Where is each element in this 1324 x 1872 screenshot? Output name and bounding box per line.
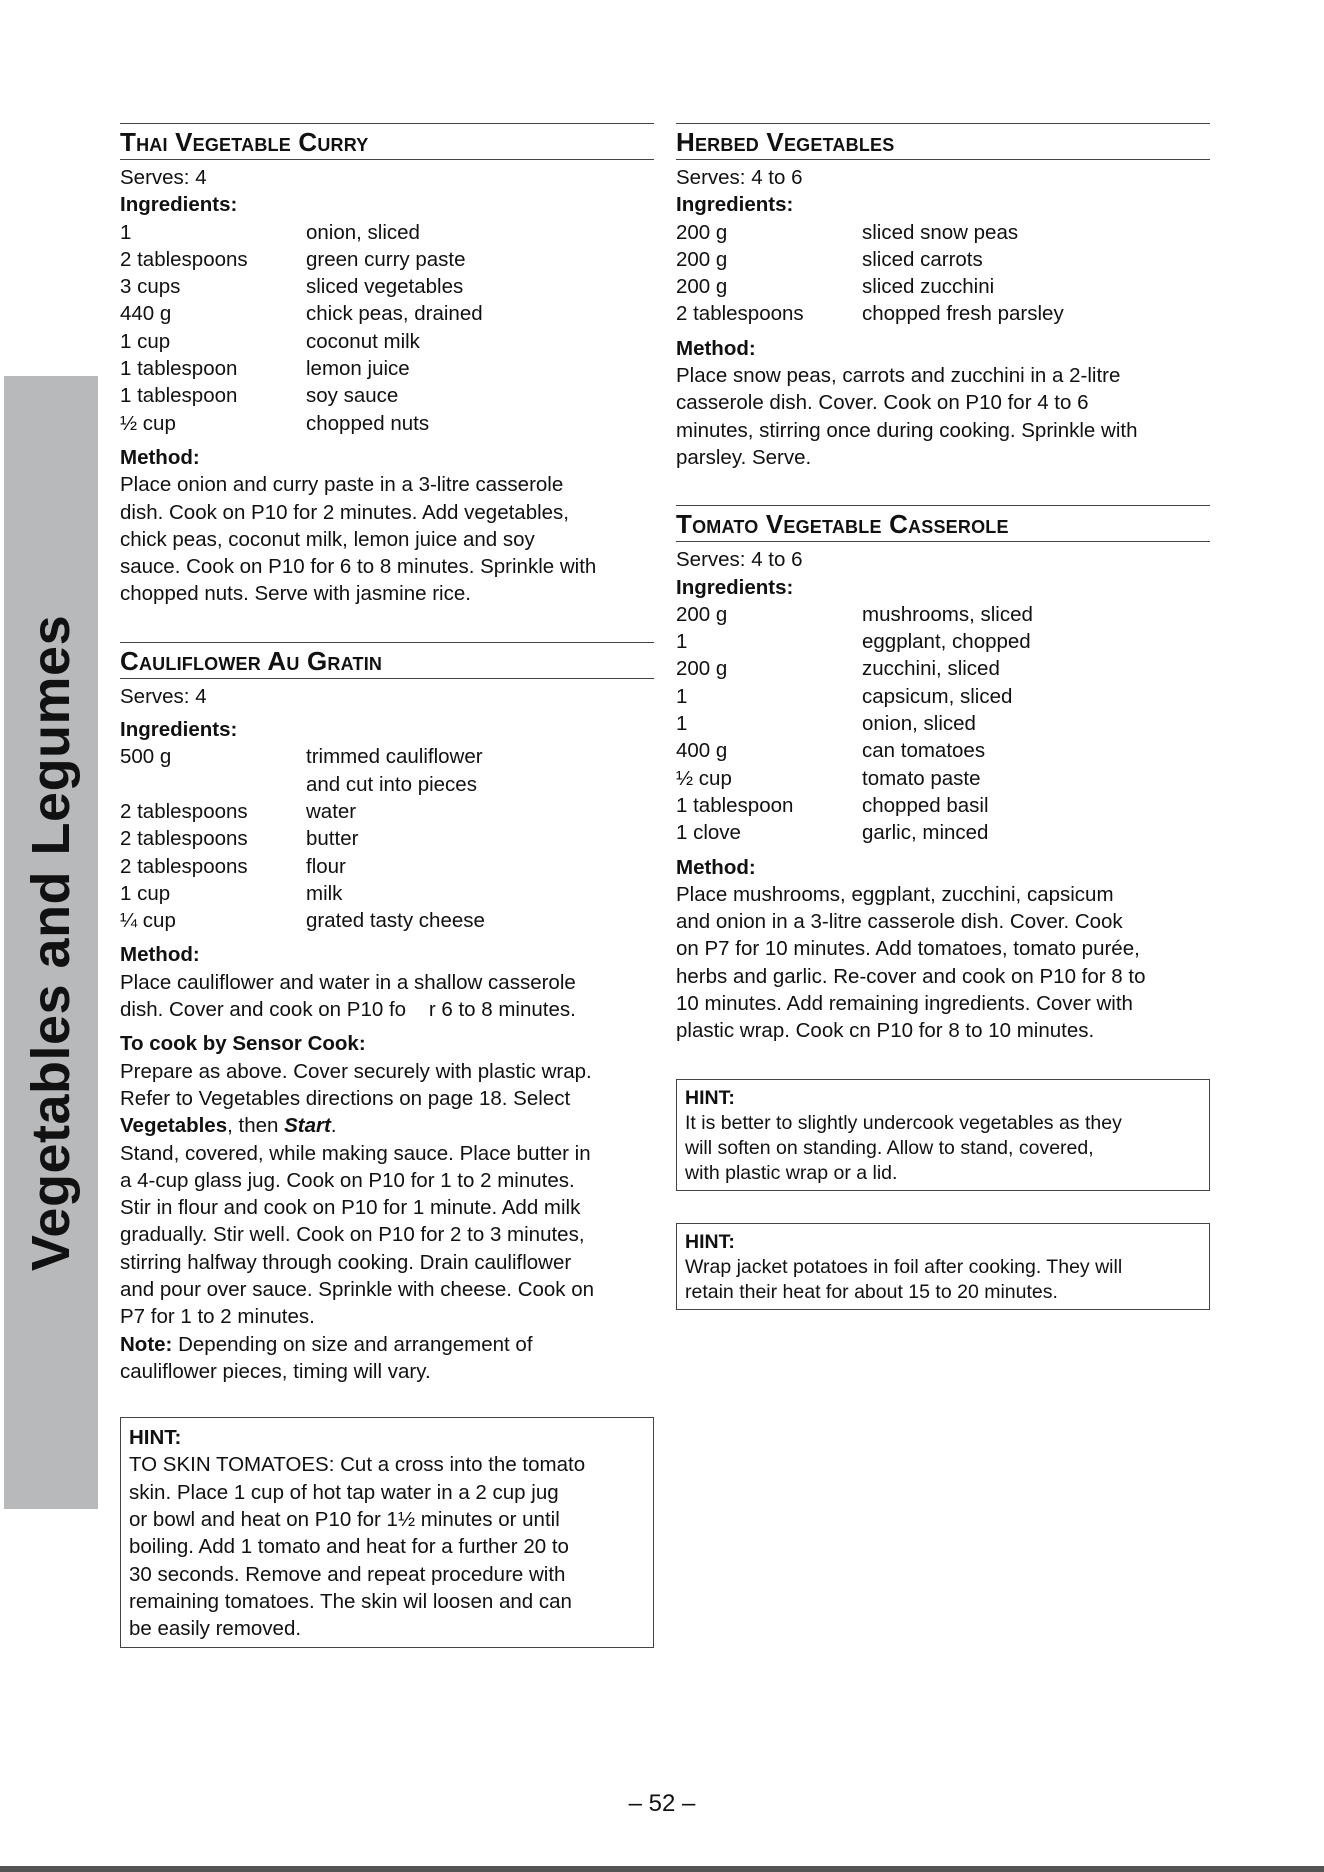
serves: Serves: 4 to 6 (676, 166, 803, 189)
ingredient-item: sliced zucchini (862, 275, 995, 299)
ingredient-row (676, 601, 1210, 628)
hint-label: HINT: (685, 1086, 735, 1109)
ingredient-row (676, 765, 1210, 792)
ingredient-row (676, 737, 1210, 764)
recipe-title-tomato-vegetable-casserole: Tomato Vegetable Casserole (676, 505, 1210, 542)
method-line: casserole dish. Cover. Cook on P10 for 4 to 6 (676, 391, 1089, 415)
method-line: herbs and garlic. Re-cover and cook on P10 for 8 to (676, 964, 1146, 988)
ingredient-item: garlic, minced (862, 821, 989, 845)
sensor-line: gradually. Stir well. Cook on P10 for 2 to 3 minutes, (120, 1223, 585, 1247)
ingredient-row (676, 628, 1210, 655)
sensor-line: Prepare as above. Cover securely with plastic wrap. (120, 1059, 592, 1083)
hint-line: 30 seconds. Remove and repeat procedure with (129, 1562, 566, 1586)
method-line: Place onion and curry paste in a 3-litre casserole (120, 473, 564, 497)
ingredient-qty: 1 (120, 220, 132, 244)
ingredient-row (676, 710, 1210, 737)
ingredient-qty: 2 tablespoons (120, 854, 248, 878)
page-number: – 52 – (628, 1790, 696, 1817)
ingredient-qty: 1 clove (676, 821, 741, 845)
note-line (120, 1331, 654, 1358)
bottom-strip (0, 1866, 1324, 1872)
ingredient-item: onion, sliced (862, 712, 976, 736)
ingredient-item: and cut into pieces (306, 772, 477, 796)
ingredient-row (120, 246, 654, 273)
ingredient-row (676, 219, 1210, 246)
method-line: plastic wrap. Cook cn P10 for 8 to 10 minutes. (676, 1019, 1095, 1043)
ingredient-qty: 2 tablespoons (676, 302, 804, 326)
ingredient-row (676, 655, 1210, 682)
method-line: Place snow peas, carrots and zucchini in a 2-litre (676, 364, 1121, 388)
hint-box-undercook (676, 1079, 1210, 1191)
hint-line: will soften on standing. Allow to stand, covered, (685, 1136, 1094, 1159)
right-column (676, 123, 1210, 1310)
ingredient-row (120, 273, 654, 300)
ingredient-item: can tomatoes (862, 739, 986, 763)
ingredient-item: zucchini, sliced (862, 657, 1000, 681)
ingredient-item: chopped fresh parsley (862, 302, 1064, 326)
ingredient-row (120, 798, 654, 825)
ingredient-qty: 200 g (676, 657, 728, 681)
sensor-period: . (330, 1114, 337, 1138)
ingredient-item: sliced vegetables (306, 275, 464, 299)
method-line: and onion in a 3-litre casserole dish. Cover. Cook (676, 910, 1123, 934)
sensor-start: Start (284, 1114, 331, 1138)
ingredient-qty: 2 tablespoons (120, 799, 248, 823)
ingredient-item: milk (306, 881, 343, 905)
hint-line: with plastic wrap or a lid. (685, 1161, 898, 1184)
ingredient-qty: 1 (676, 630, 688, 654)
serves: Serves: 4 (120, 166, 207, 189)
hint-line: Wrap jacket potatoes in foil after cooking. They will (685, 1255, 1123, 1278)
hint-line: or bowl and heat on P10 for 1½ minutes or until (129, 1508, 560, 1532)
ingredient-qty: 200 g (676, 275, 728, 299)
ingredient-row (120, 880, 654, 907)
ingredient-item: water (306, 799, 357, 823)
hint-line: TO SKIN TOMATOES: Cut a cross into the tomato (129, 1453, 586, 1477)
ingredient-qty: 1 (676, 684, 688, 708)
ingredient-row (120, 328, 654, 355)
sensor-line: Stand, covered, while making sauce. Place butter in (120, 1141, 591, 1165)
hint-line: remaining tomatoes. The skin wil loosen and can (129, 1589, 572, 1613)
ingredient-row (676, 300, 1210, 327)
ingredient-qty: 200 g (676, 247, 728, 271)
ingredient-row (120, 743, 654, 770)
ingredient-item: green curry paste (306, 247, 466, 271)
ingredient-row (120, 825, 654, 852)
ingredient-item: grated tasty cheese (306, 909, 485, 933)
left-column (120, 123, 654, 1648)
ingredients-list (676, 601, 1210, 847)
method-line: parsley. Serve. (676, 445, 812, 469)
sensor-cook-label: To cook by Sensor Cook: (120, 1032, 366, 1056)
sensor-then: , then (227, 1114, 285, 1138)
hint-line: be easily removed. (129, 1617, 302, 1641)
ingredient-qty: 1 cup (120, 329, 171, 353)
sensor-cook-text (120, 1058, 654, 1386)
method-line: chick peas, coconut milk, lemon juice and soy (120, 527, 535, 551)
hint-line: retain their heat for about 15 to 20 minutes. (685, 1280, 1058, 1303)
section-side-tab (4, 376, 98, 1509)
ingredient-row (120, 355, 654, 382)
ingredient-item: tomato paste (862, 766, 981, 790)
hint-line: skin. Place 1 cup of hot tap water in a 2 cup jug (129, 1480, 559, 1504)
ingredient-item: chopped basil (862, 793, 989, 817)
ingredient-qty: ½ cup (676, 766, 732, 790)
note-text: Depending on size and arrangement of (172, 1332, 533, 1356)
ingredient-qty: 400 g (676, 739, 728, 763)
method-line: on P7 for 10 minutes. Add tomatoes, tomato purée, (676, 937, 1140, 961)
sensor-line: a 4-cup glass jug. Cook on P10 for 1 to 2 minutes. (120, 1168, 575, 1192)
ingredients-label: Ingredients: (676, 193, 794, 217)
recipe-title-thai-vegetable-curry: Thai Vegetable Curry (120, 123, 654, 160)
ingredients-label: Ingredients: (120, 718, 238, 742)
note-label: Note: (120, 1332, 173, 1356)
ingredient-qty: 2 tablespoons (120, 827, 248, 851)
ingredient-row (120, 907, 654, 934)
ingredient-item: flour (306, 854, 346, 878)
ingredient-qty: 2 tablespoons (120, 247, 248, 271)
method-text (676, 881, 1210, 1045)
ingredient-row (676, 273, 1210, 300)
method-label: Method: (676, 336, 756, 360)
method-line: Place mushrooms, eggplant, zucchini, capsicum (676, 882, 1114, 906)
ingredient-qty: ½ cup (120, 411, 176, 435)
ingredient-row (120, 382, 654, 409)
method-line: Place cauliflower and water in a shallow casserole (120, 970, 576, 994)
ingredient-qty: 200 g (676, 602, 728, 626)
ingredient-item: mushrooms, sliced (862, 602, 1033, 626)
method-label: Method: (676, 855, 756, 879)
method-line: dish. Cook on P10 for 2 minutes. Add vegetables, (120, 500, 569, 524)
ingredient-qty: 1 tablespoon (676, 793, 794, 817)
sensor-line: and pour over sauce. Sprinkle with cheese. Cook on (120, 1277, 595, 1301)
ingredient-item: eggplant, chopped (862, 630, 1031, 654)
hint-line: boiling. Add 1 tomato and heat for a further 20 to (129, 1535, 569, 1559)
ingredient-qty: 500 g (120, 745, 172, 769)
recipe-title-herbed-vegetables: Herbed Vegetables (676, 123, 1210, 160)
method-line: 10 minutes. Add remaining ingredients. Cover with (676, 992, 1133, 1016)
ingredient-row (120, 853, 654, 880)
ingredient-qty: 440 g (120, 302, 172, 326)
ingredient-row (120, 300, 654, 327)
ingredient-item: trimmed cauliflower (306, 745, 483, 769)
sensor-line: P7 for 1 to 2 minutes. (120, 1305, 315, 1329)
hint-box-skin-tomatoes (120, 1417, 654, 1647)
ingredient-item: soy sauce (306, 384, 399, 408)
ingredient-qty: 3 cups (120, 275, 181, 299)
ingredient-item: chopped nuts (306, 411, 430, 435)
method-line: chopped nuts. Serve with jasmine rice. (120, 582, 471, 606)
serves: Serves: 4 to 6 (676, 548, 803, 572)
ingredient-qty: 1 tablespoon (120, 384, 238, 408)
method-label: Method: (120, 943, 200, 967)
method-label: Method: (120, 445, 200, 469)
hint-line: It is better to slightly undercook vegetables as they (685, 1111, 1122, 1134)
ingredient-item: sliced carrots (862, 247, 983, 271)
hint-box-jacket-potatoes (676, 1223, 1210, 1310)
hint-label: HINT: (129, 1426, 182, 1450)
method-line: sauce. Cook on P10 for 6 to 8 minutes. Sprinkle with (120, 555, 597, 579)
method-line: dish. Cover and cook on P10 fo r 6 to 8 minutes. (120, 998, 576, 1022)
ingredient-item: onion, sliced (306, 220, 420, 244)
sensor-line: Stir in flour and cook on P10 for 1 minute. Add milk (120, 1196, 581, 1220)
ingredient-row (676, 819, 1210, 846)
method-text (120, 471, 654, 607)
section-title: Vegetables and Legumes (21, 614, 81, 1271)
ingredient-qty: ¼ cup (120, 909, 176, 933)
ingredient-row (676, 792, 1210, 819)
ingredient-item: capsicum, sliced (862, 684, 1013, 708)
hint-label: HINT: (685, 1230, 735, 1253)
method-text (120, 969, 654, 1024)
sensor-line (120, 1112, 654, 1139)
ingredient-qty (120, 771, 306, 798)
ingredients-list (120, 219, 654, 437)
ingredient-row (120, 771, 654, 798)
ingredient-row (676, 246, 1210, 273)
ingredients-list (120, 743, 654, 934)
ingredient-qty: 1 (676, 712, 688, 736)
ingredients-label: Ingredients: (676, 575, 794, 599)
ingredient-item: coconut milk (306, 329, 420, 353)
method-text (676, 362, 1210, 471)
recipe-title-cauliflower-au-gratin: Cauliflower Au Gratin (120, 642, 654, 679)
ingredient-row (120, 219, 654, 246)
serves: Serves: 4 (120, 684, 207, 708)
note-line: cauliflower pieces, timing will vary. (120, 1359, 431, 1383)
ingredient-item: chick peas, drained (306, 302, 483, 326)
ingredient-row (120, 410, 654, 437)
ingredient-qty: 1 tablespoon (120, 357, 238, 381)
ingredient-qty: 200 g (676, 220, 728, 244)
ingredient-item: sliced snow peas (862, 220, 1019, 244)
sensor-line: Refer to Vegetables directions on page 18. Select (120, 1086, 571, 1110)
ingredient-item: butter (306, 827, 359, 851)
ingredient-row (676, 683, 1210, 710)
sensor-line: stirring halfway through cooking. Drain cauliflower (120, 1250, 572, 1274)
sensor-vegetables: Vegetables (120, 1114, 228, 1138)
ingredient-qty: 1 cup (120, 881, 171, 905)
ingredient-item: lemon juice (306, 357, 410, 381)
ingredients-list (676, 219, 1210, 328)
ingredients-label: Ingredients: (120, 193, 238, 217)
method-line: minutes, stirring once during cooking. Sprinkle with (676, 418, 1138, 442)
